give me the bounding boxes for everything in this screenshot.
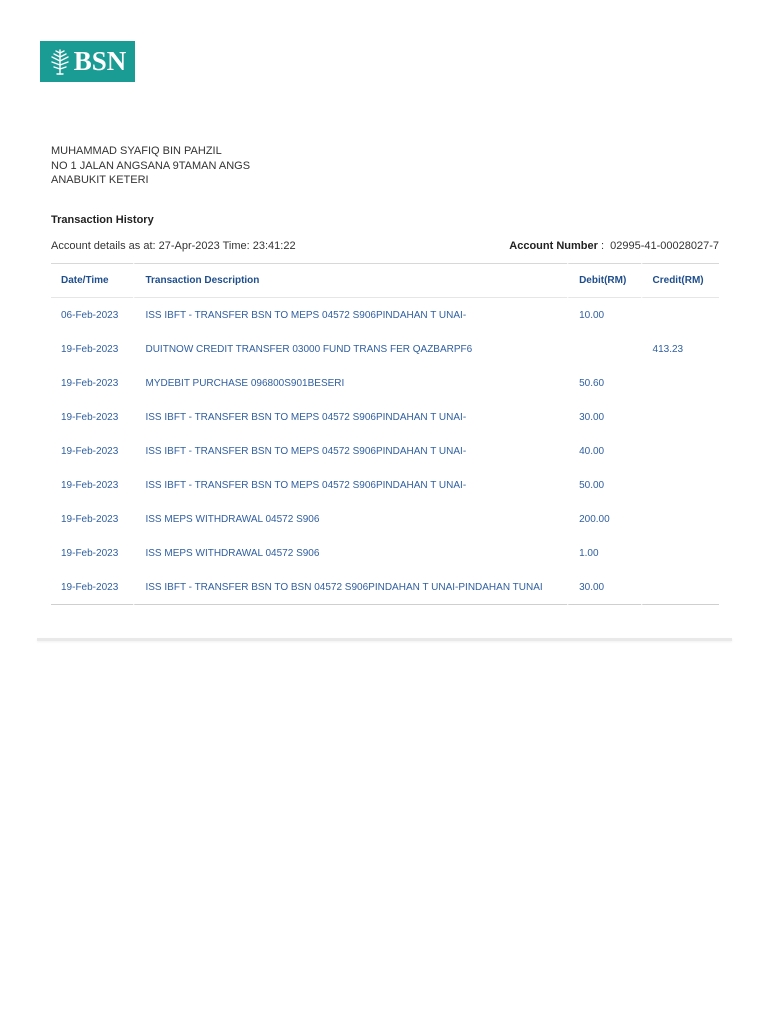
table-row	[51, 502, 719, 536]
row-description: ISS IBFT - TRANSFER BSN TO MEPS 04572 S906PINDAHAN T UNAI-	[133, 468, 567, 502]
row-debit: 200.00	[567, 502, 640, 536]
table-row	[51, 468, 719, 502]
transaction-table	[51, 263, 719, 605]
row-debit: 30.00	[567, 400, 640, 434]
address-line-1: NO 1 JALAN ANGSANA 9TAMAN ANGS	[51, 159, 251, 172]
row-date: 19-Feb-2023	[61, 513, 119, 525]
table-row	[51, 570, 719, 605]
table-row	[51, 536, 719, 570]
bsn-logo	[40, 41, 135, 82]
header-debit: Debit(RM)	[567, 263, 640, 298]
row-credit	[641, 468, 719, 502]
page-divider	[37, 638, 732, 641]
header-date: Date/Time	[51, 263, 133, 298]
row-credit	[641, 298, 719, 332]
row-credit	[641, 400, 719, 434]
header-credit: Credit(RM)	[641, 263, 719, 298]
customer-name: MUHAMMAD SYAFIQ BIN PAHZIL	[51, 145, 222, 157]
account-details-timestamp: Account details as at: 27-Apr-2023 Time: 23:41:22	[51, 240, 296, 252]
row-credit	[641, 536, 719, 570]
row-date: 19-Feb-2023	[61, 411, 119, 423]
row-debit: 40.00	[567, 434, 640, 468]
row-debit: 1.00	[567, 536, 640, 570]
row-description: MYDEBIT PURCHASE 096800S901BESERI	[133, 366, 567, 400]
row-credit	[641, 502, 719, 536]
row-description: DUITNOW CREDIT TRANSFER 03000 FUND TRANS FER QAZBARPF6	[133, 332, 567, 366]
row-debit: 50.00	[567, 468, 640, 502]
table-row	[51, 400, 719, 434]
account-number-separator: :	[597, 240, 611, 252]
row-description: ISS MEPS WITHDRAWAL 04572 S906	[133, 536, 567, 570]
table-row	[51, 434, 719, 468]
row-credit	[641, 366, 719, 400]
row-debit: 30.00	[567, 570, 640, 605]
table-header-row	[51, 263, 719, 298]
account-number-value: 02995-41-00028027-7	[610, 240, 719, 252]
row-date: 19-Feb-2023	[61, 343, 119, 355]
row-credit	[641, 570, 719, 605]
row-date: 19-Feb-2023	[61, 377, 119, 389]
tree-icon	[49, 47, 71, 77]
row-description: ISS IBFT - TRANSFER BSN TO MEPS 04572 S906PINDAHAN T UNAI-	[133, 434, 567, 468]
table-row	[51, 298, 719, 332]
row-date: 19-Feb-2023	[61, 547, 119, 559]
account-number-block	[509, 240, 719, 252]
table-row	[51, 332, 719, 366]
header-description: Transaction Description	[133, 263, 567, 298]
row-debit: 50.60	[567, 366, 640, 400]
logo-text: BSN	[73, 46, 127, 76]
section-title: Transaction History	[51, 214, 154, 226]
account-details-line	[51, 240, 719, 252]
customer-address-block	[51, 144, 250, 188]
row-description: ISS IBFT - TRANSFER BSN TO BSN 04572 S906PINDAHAN T UNAI-PINDAHAN TUNAI	[133, 570, 567, 605]
row-date: 06-Feb-2023	[61, 309, 119, 321]
account-number-label: Account Number	[509, 240, 598, 252]
row-description: ISS IBFT - TRANSFER BSN TO MEPS 04572 S906PINDAHAN T UNAI-	[133, 298, 567, 332]
row-debit: 10.00	[567, 298, 640, 332]
row-date: 19-Feb-2023	[61, 445, 119, 457]
row-credit	[641, 434, 719, 468]
row-debit	[567, 332, 640, 366]
row-date: 19-Feb-2023	[61, 479, 119, 491]
row-credit: 413.23	[641, 332, 719, 366]
row-description: ISS IBFT - TRANSFER BSN TO MEPS 04572 S906PINDAHAN T UNAI-	[133, 400, 567, 434]
address-line-2: ANABUKIT KETERI	[51, 174, 149, 186]
row-description: ISS MEPS WITHDRAWAL 04572 S906	[133, 502, 567, 536]
row-date: 19-Feb-2023	[51, 570, 133, 605]
table-row	[51, 366, 719, 400]
